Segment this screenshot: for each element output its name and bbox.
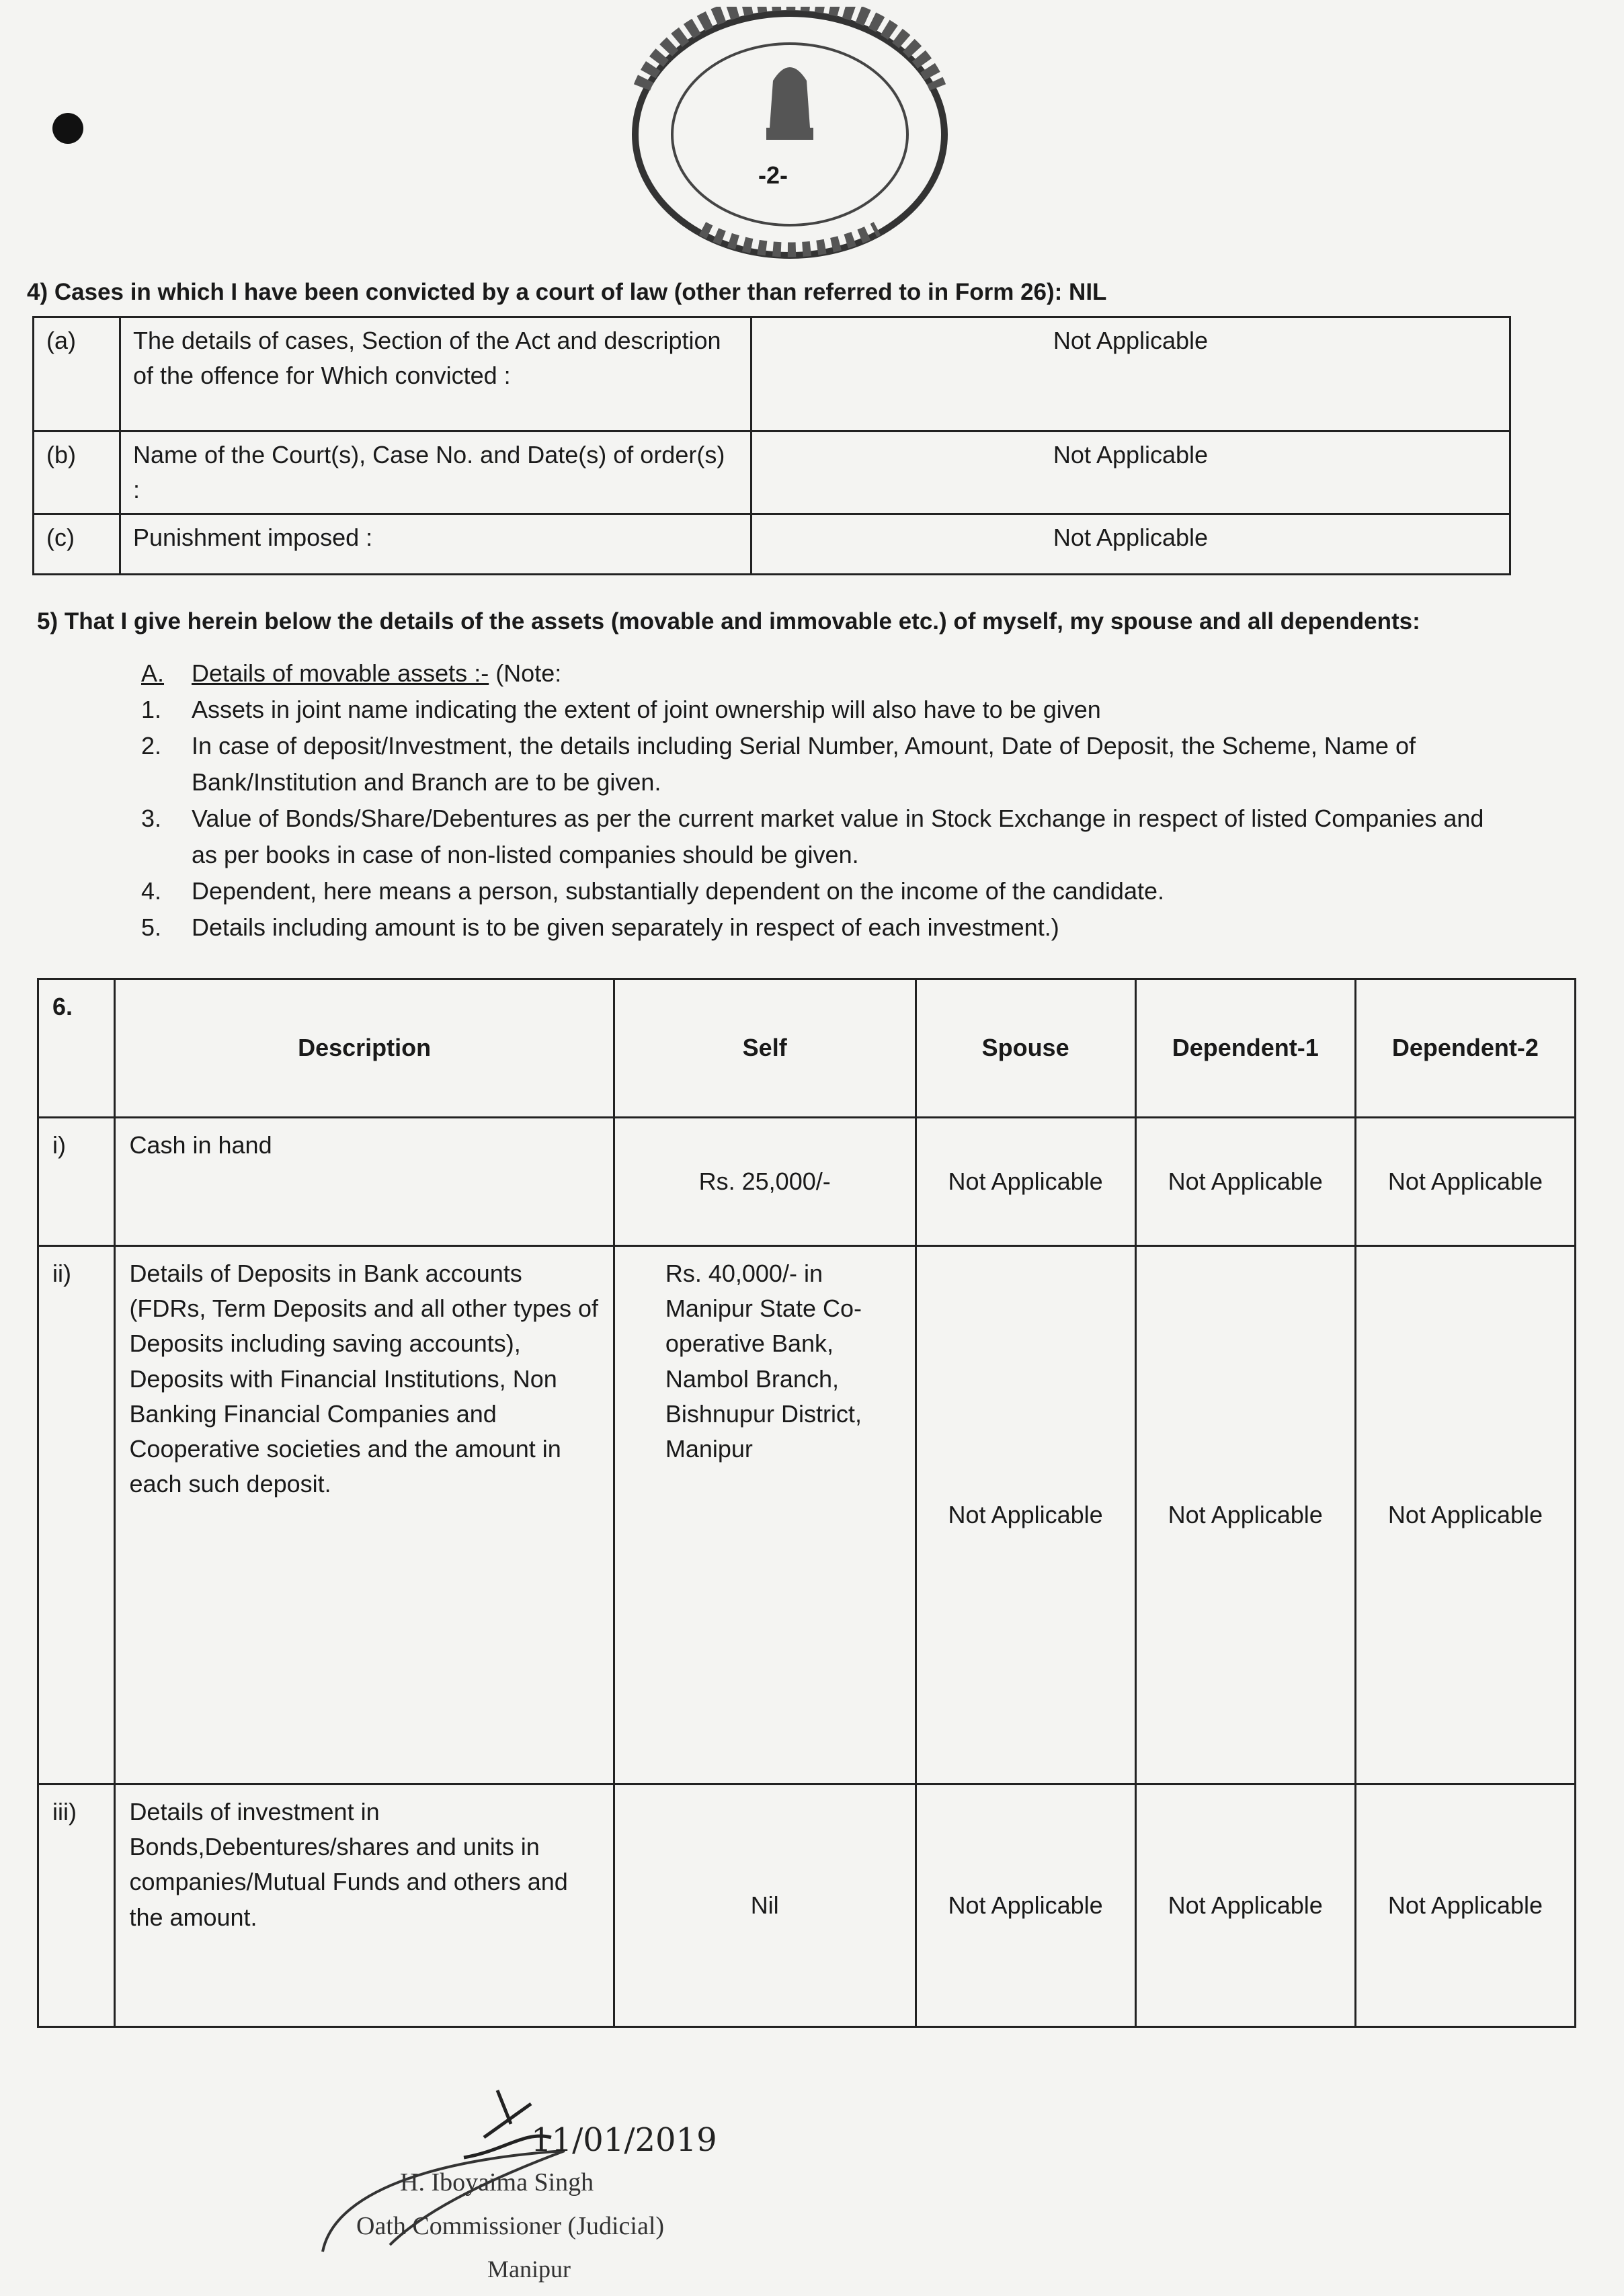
official-seal-icon xyxy=(622,7,958,276)
cell-dependent-2: Not Applicable xyxy=(1355,1785,1575,2027)
cell-spouse: Not Applicable xyxy=(916,1118,1135,1246)
row-description: Cash in hand xyxy=(115,1118,614,1246)
row-number: i) xyxy=(38,1118,115,1246)
cell-dependent-1: Not Applicable xyxy=(1135,1118,1355,1246)
subheading-label: A. xyxy=(141,659,165,687)
list-item: 4. Dependent, here means a person, substantially dependent on the income of the candidate. xyxy=(141,877,1164,905)
list-item: 3. Value of Bonds/Share/Debentures as per the current market value in Stock Exchange in respect of listed Companies and as per books in case of non-listed companies should be given. xyxy=(141,805,1484,868)
subheading-note: (Note: xyxy=(489,659,562,687)
row-label: (b) xyxy=(34,432,120,514)
list-item: 2. In case of deposit/Investment, the details including Serial Number, Amount, Date of Deposit, the Scheme, Name of Bank/Institution and Branch are to be given. xyxy=(141,732,1416,796)
cell-spouse: Not Applicable xyxy=(916,1246,1135,1785)
signature-date: 11/01/2019 xyxy=(531,2121,717,2159)
cell-dependent-1: Not Applicable xyxy=(1135,1246,1355,1785)
table-row xyxy=(38,1246,1576,1785)
section-5-title: 5) That I give herein below the details of the assets (movable and immovable etc.) of myself, my spouse and all dependents: xyxy=(37,608,1420,634)
row-description: Details of Deposits in Bank accounts (FDRs, Term Deposits and all other types of Deposits including saving accounts), Deposits with Financial Institutions, Non Banking Financial Companies and Cooperative societies and the amount in each such deposit. xyxy=(115,1246,614,1785)
table-row xyxy=(34,317,1510,432)
row-value: Not Applicable xyxy=(752,432,1510,514)
stamp-title: Oath Commissioner (Judicial) xyxy=(356,2212,665,2240)
row-number: ii) xyxy=(38,1246,115,1785)
subheading-text: Details of movable assets :- xyxy=(192,659,489,687)
header-dependent-1: Dependent-1 xyxy=(1135,979,1355,1118)
table-header-row xyxy=(38,979,1576,1118)
cell-self: Rs. 25,000/- xyxy=(614,1118,916,1246)
cell-self: Rs. 40,000/- in Manipur State Co-operative Bank, Nambol Branch, Bishnupur District, Manipur xyxy=(614,1246,916,1785)
row-number: iii) xyxy=(38,1785,115,2027)
cell-spouse: Not Applicable xyxy=(916,1785,1135,2027)
row-description: The details of cases, Section of the Act and description of the offence for Which convicted : xyxy=(120,317,752,432)
cell-self: Nil xyxy=(614,1785,916,2027)
stamp-place: Manipur xyxy=(487,2256,571,2283)
table-row xyxy=(38,1118,1576,1246)
header-self: Self xyxy=(614,979,916,1118)
list-item: 1. Assets in joint name indicating the extent of joint ownership will also have to be given xyxy=(141,696,1101,723)
row-description: Name of the Court(s), Case No. and Date(s) of order(s) : xyxy=(120,432,752,514)
table-row xyxy=(38,1785,1576,2027)
header-number: 6. xyxy=(38,979,115,1118)
cell-dependent-1: Not Applicable xyxy=(1135,1785,1355,2027)
stamp-name: H. Iboyaima Singh xyxy=(400,2168,594,2197)
page-number: -2- xyxy=(758,161,788,189)
notes-list xyxy=(141,655,1486,946)
table-row xyxy=(34,514,1510,575)
row-label: (c) xyxy=(34,514,120,575)
section-4-title: 4) Cases in which I have been convicted by a court of law (other than referred to in Form 26): NIL xyxy=(27,279,1107,305)
header-dependent-2: Dependent-2 xyxy=(1355,979,1575,1118)
row-description: Details of investment in Bonds,Debentures/shares and units in companies/Mutual Funds and others and the amount. xyxy=(115,1785,614,2027)
table-row xyxy=(34,432,1510,514)
notes-subheading xyxy=(141,655,1486,692)
convictions-table xyxy=(32,316,1511,575)
list-item: 5. Details including amount is to be given separately in respect of each investment.) xyxy=(141,913,1059,941)
header-description: Description xyxy=(115,979,614,1118)
row-value: Not Applicable xyxy=(752,514,1510,575)
header-spouse: Spouse xyxy=(916,979,1135,1118)
movable-assets-table xyxy=(37,978,1576,2028)
ink-mark xyxy=(52,113,83,144)
cell-dependent-2: Not Applicable xyxy=(1355,1118,1575,1246)
row-value: Not Applicable xyxy=(752,317,1510,432)
row-description: Punishment imposed : xyxy=(120,514,752,575)
row-label: (a) xyxy=(34,317,120,432)
cell-dependent-2: Not Applicable xyxy=(1355,1246,1575,1785)
